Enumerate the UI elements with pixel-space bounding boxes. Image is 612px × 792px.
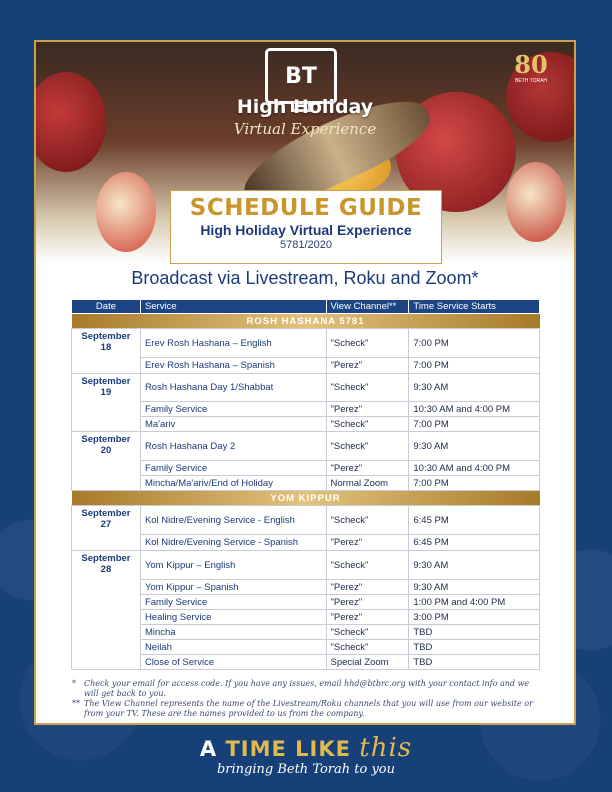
channel-cell: "Scheck"	[326, 417, 409, 432]
service-cell: Rosh Hashana Day 1/Shabbat	[140, 374, 326, 402]
service-cell: Erev Rosh Hashana – English	[140, 329, 326, 358]
time-cell: 9:30 AM	[409, 580, 540, 595]
channel-cell: Special Zoom	[326, 655, 409, 670]
table-row	[72, 329, 540, 358]
footnotes	[72, 679, 542, 719]
table-row	[72, 640, 540, 655]
channel-cell: "Perez"	[326, 580, 409, 595]
date-cell: September 27	[72, 506, 141, 551]
campaign-tagline	[0, 733, 612, 763]
footnote-text: The View Channel represents the name of the Livestream/Roku channels that you will use from our website or from your TV. These are the names provided to us from the company.	[84, 699, 533, 718]
table-row	[72, 610, 540, 625]
time-cell: 10:30 AM and 4:00 PM	[409, 461, 540, 476]
channel-cell: "Scheck"	[326, 625, 409, 640]
table-row	[72, 655, 540, 670]
tagline-part-a: A	[199, 737, 226, 761]
channel-cell: "Scheck"	[326, 374, 409, 402]
channel-cell: "Scheck"	[326, 329, 409, 358]
tagline-part-time-like: TIME LIKE	[225, 737, 351, 761]
time-cell: 6:45 PM	[409, 506, 540, 535]
tagline-part-this: this	[359, 733, 413, 763]
service-cell: Kol Nidre/Evening Service - Spanish	[140, 535, 326, 551]
table-row	[72, 580, 540, 595]
channel-cell: "Perez"	[326, 535, 409, 551]
anniversary-text: BETH TORAH	[514, 78, 548, 84]
tagline-byline: bringing Beth Torah to you	[216, 762, 396, 777]
time-cell: 6:45 PM	[409, 535, 540, 551]
service-cell: Close of Service	[140, 655, 326, 670]
date-cell: September 28	[72, 551, 141, 670]
section-band-rosh-hashana	[72, 314, 540, 329]
section-band-yom-kippur	[72, 491, 540, 506]
logo-text: BT	[285, 63, 317, 89]
date-cell: September 18	[72, 329, 141, 374]
table-row	[72, 461, 540, 476]
flyer-panel	[34, 40, 576, 725]
channel-cell: Normal Zoom	[326, 476, 409, 491]
table-row	[72, 535, 540, 551]
table-row	[72, 358, 540, 374]
time-cell: 9:30 AM	[409, 432, 540, 461]
footnote-mark: **	[72, 699, 80, 708]
hero-subtitle: Virtual Experience	[233, 120, 377, 138]
channel-cell: "Perez"	[326, 402, 409, 417]
time-cell: TBD	[409, 625, 540, 640]
time-cell: 9:30 AM	[409, 374, 540, 402]
table-row	[72, 551, 540, 580]
channel-cell: "Perez"	[326, 461, 409, 476]
channel-cell: "Scheck"	[326, 432, 409, 461]
service-cell: Family Service	[140, 595, 326, 610]
apple-image	[506, 162, 566, 242]
title-box	[170, 190, 442, 264]
header-service: Service	[140, 300, 326, 314]
service-cell: Mincha/Ma'ariv/End of Holiday	[140, 476, 326, 491]
service-cell: Yom Kippur – Spanish	[140, 580, 326, 595]
table-row	[72, 625, 540, 640]
apple-image	[96, 172, 156, 252]
time-cell: TBD	[409, 655, 540, 670]
time-cell: TBD	[409, 640, 540, 655]
service-cell: Neilah	[140, 640, 326, 655]
section-title: ROSH HASHANA 5781	[72, 314, 540, 329]
header-date: Date	[72, 300, 141, 314]
channel-cell: "Scheck"	[326, 640, 409, 655]
service-cell: Family Service	[140, 402, 326, 417]
footnote-channel	[72, 699, 542, 719]
time-cell: 3:00 PM	[409, 610, 540, 625]
time-cell: 9:30 AM	[409, 551, 540, 580]
footnote-text: Check your email for access code. If you have any issues, email hhd@btbrc.org with your contact info and we will get back to you.	[84, 679, 530, 698]
page-subtitle: High Holiday Virtual Experience	[200, 222, 412, 238]
footnote-email	[72, 679, 542, 699]
anniversary-seal	[506, 52, 556, 106]
table-row	[72, 506, 540, 535]
table-row	[72, 595, 540, 610]
schedule-table	[71, 299, 540, 670]
channel-cell: "Scheck"	[326, 551, 409, 580]
anniversary-number: 80	[514, 50, 548, 79]
service-cell: Mincha	[140, 625, 326, 640]
header-channel: View Channel**	[326, 300, 409, 314]
service-cell: Kol Nidre/Evening Service - English	[140, 506, 326, 535]
service-cell: Healing Service	[140, 610, 326, 625]
time-cell: 7:00 PM	[409, 476, 540, 491]
service-cell: Ma'ariv	[140, 417, 326, 432]
time-cell: 10:30 AM and 4:00 PM	[409, 402, 540, 417]
service-cell: Family Service	[140, 461, 326, 476]
channel-cell: "Perez"	[326, 595, 409, 610]
page-year: 5781/2020	[280, 239, 332, 251]
table-row	[72, 402, 540, 417]
channel-cell: "Perez"	[326, 358, 409, 374]
table-row	[72, 374, 540, 402]
table-row	[72, 476, 540, 491]
time-cell: 7:00 PM	[409, 417, 540, 432]
service-cell: Yom Kippur – English	[140, 551, 326, 580]
channel-cell: "Perez"	[326, 610, 409, 625]
service-cell: Erev Rosh Hashana – Spanish	[140, 358, 326, 374]
hero-title: High Holiday	[236, 96, 374, 118]
page-title: SCHEDULE GUIDE	[189, 195, 423, 221]
time-cell: 1:00 PM and 4:00 PM	[409, 595, 540, 610]
table-header	[72, 300, 540, 314]
time-cell: 7:00 PM	[409, 358, 540, 374]
date-cell: September 19	[72, 374, 141, 432]
section-title: YOM KIPPUR	[72, 491, 540, 506]
date-cell: September 20	[72, 432, 141, 491]
time-cell: 7:00 PM	[409, 329, 540, 358]
service-cell: Rosh Hashana Day 2	[140, 432, 326, 461]
table-row	[72, 417, 540, 432]
table-row	[72, 432, 540, 461]
channel-cell: "Scheck"	[326, 506, 409, 535]
broadcast-heading: Broadcast via Livestream, Roku and Zoom*	[131, 268, 479, 288]
header-time: Time Service Starts	[409, 300, 540, 314]
footnote-mark: *	[72, 679, 76, 688]
